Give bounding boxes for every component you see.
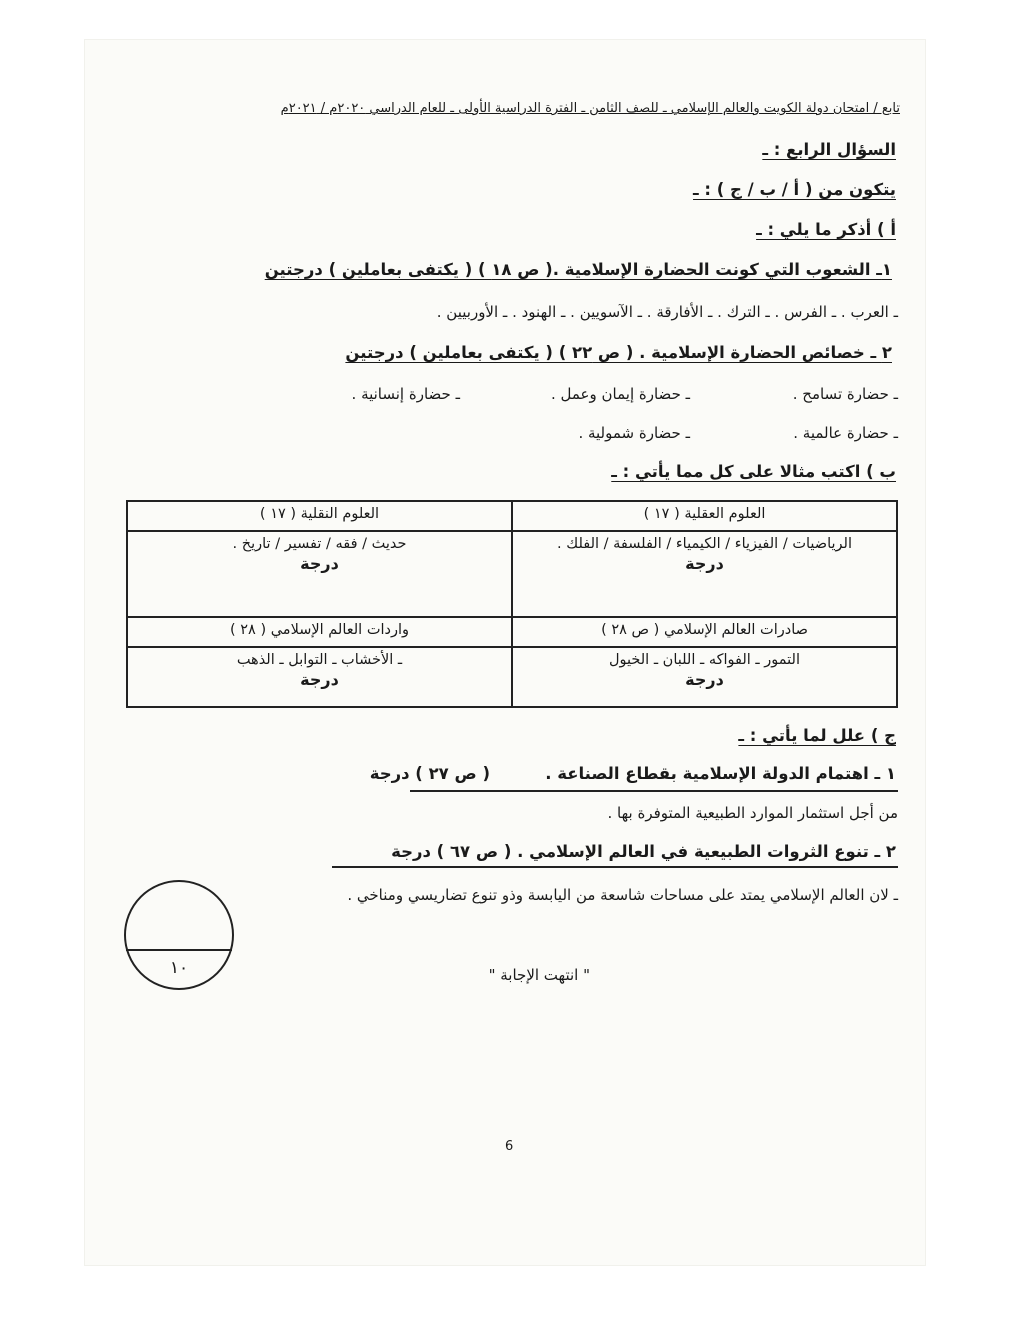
- rational-sciences-answer: الرياضيات / الفيزياء / الكيمياء / الفلسفة / الفلك .: [557, 536, 852, 552]
- reason1-title: ١ ـ اهتمام الدولة الإسلامية بقطاع الصناعة .: [545, 764, 896, 783]
- grade-label: درجة: [300, 670, 339, 689]
- imports-header: واردات العالم الإسلامي ( ٢٨ ): [127, 617, 512, 647]
- total-score: ١٠: [169, 958, 189, 978]
- reason1-underline: [410, 790, 898, 792]
- exports-answer: التمور ـ الفواكه ـ اللبان ـ الخيول: [609, 652, 800, 668]
- exam-header: تابع / امتحان دولة الكويت والعالم الإسلامي ـ للصف الثامن ـ الفترة الدراسية الأولى ـ للعام الدراسي ٢٠٢٠م / ٢٠٢١م: [280, 101, 900, 116]
- imports-cell: [127, 647, 512, 707]
- rational-sciences-header: العلوم العقلية ( ١٧ ): [512, 501, 897, 531]
- section-a-title: أ ) أذكر ما يلي : ـ: [756, 220, 896, 239]
- exports-header: صادرات العالم الإسلامي ( ص ٢٨ ): [512, 617, 897, 647]
- item1-title: ١ـ الشعوب التي كونت الحضارة الإسلامية .( ص ١٨ ) ( يكتفى بعاملين ) درجتين: [264, 260, 892, 279]
- grade-label: درجة: [300, 554, 339, 573]
- grade-label: درجة: [685, 554, 724, 573]
- item2-answer-1: ـ حضارة تسامح .: [792, 385, 898, 403]
- grade-label: درجة: [685, 670, 724, 689]
- score-divider: [126, 949, 232, 951]
- transmitted-sciences-answer: حديث / فقه / تفسير / تاريخ .: [232, 536, 407, 552]
- item1-answer: ـ العرب . ـ الفرس . ـ الترك . ـ الأفارقة . ـ الآسويين . ـ الهنود . ـ الأوربيين .: [436, 303, 898, 321]
- reason2-underline: [332, 866, 898, 868]
- end-of-answer: " انتهت الإجابة ": [488, 966, 590, 984]
- question-title: السؤال الرابع : ـ: [762, 140, 896, 159]
- item2-title: ٢ ـ خصائص الحضارة الإسلامية . ( ص ٢٢ ) ( يكتفى بعاملين ) درجتين: [345, 343, 892, 362]
- item2-answer-4: ـ حضارة عالمية .: [793, 424, 898, 442]
- section-c-title: ج ) علل لما يأتي : ـ: [738, 726, 896, 745]
- question-parts: يتكون من ( أ / ب / ج ) : ـ: [693, 180, 896, 199]
- reason2-title: ٢ ـ تنوع الثروات الطبيعية في العالم الإسلامي . ( ص ٦٧ ) درجة: [391, 842, 896, 861]
- exports-cell: [512, 647, 897, 707]
- transmitted-sciences-cell: [127, 531, 512, 617]
- reason1-answer: من أجل استثمار الموارد الطبيعية المتوفرة بها .: [607, 804, 898, 822]
- item2-answer-3: ـ حضارة إنسانية .: [351, 385, 460, 403]
- transmitted-sciences-header: العلوم النقلية ( ١٧ ): [127, 501, 512, 531]
- item2-answer-2: ـ حضارة إيمان وعمل .: [550, 385, 690, 403]
- section-b-title: ب ) اكتب مثالا على كل مما يأتي : ـ: [611, 462, 896, 481]
- item2-answer-5: ـ حضارة شمولية .: [578, 424, 690, 442]
- reason2-answer: ـ لان العالم الإسلامي يمتد على مساحات شاسعة من اليابسة وذو تنوع تضاريسي ومناخي .: [347, 886, 898, 904]
- examples-table: [126, 500, 898, 708]
- imports-answer: ـ الأخشاب ـ التوابل ـ الذهب: [236, 652, 403, 668]
- reason1-reference: ( ص ٢٧ ) درجة: [369, 764, 490, 783]
- page-number: 6: [505, 1139, 514, 1154]
- score-circle: [124, 880, 234, 990]
- rational-sciences-cell: [512, 531, 897, 617]
